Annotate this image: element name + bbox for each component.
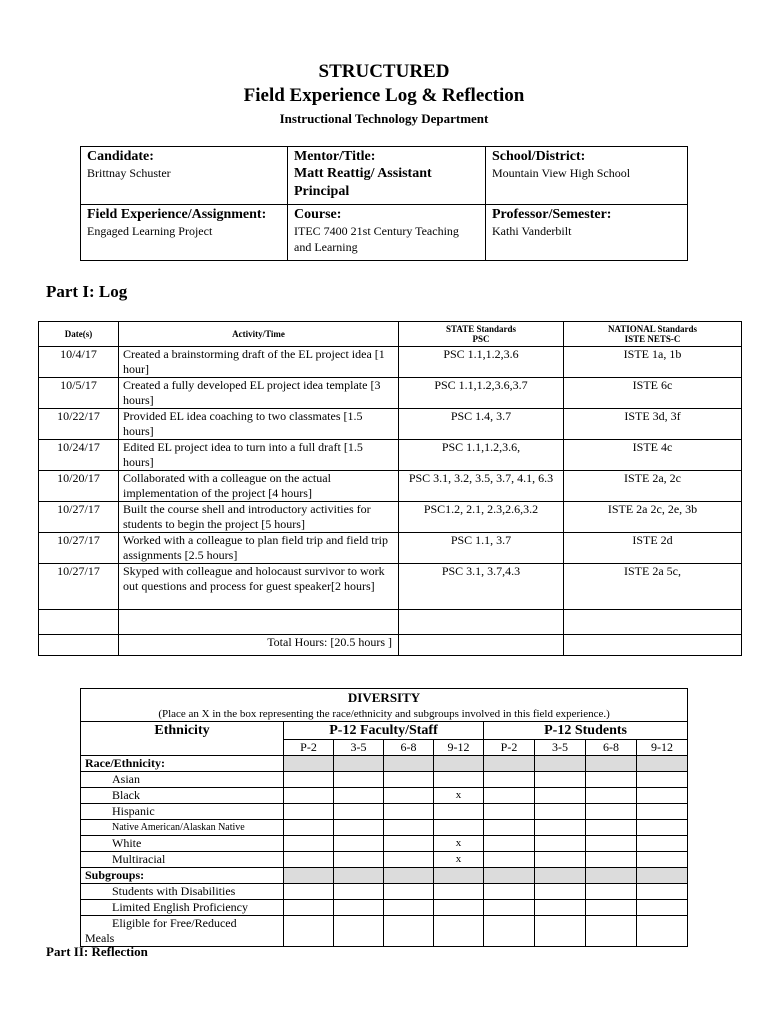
checkbox-cell[interactable] bbox=[586, 820, 637, 836]
log-header-date: Date(s) bbox=[39, 322, 119, 347]
race-label: White bbox=[81, 836, 284, 852]
assignment-value: Engaged Learning Project bbox=[87, 224, 213, 238]
checkbox-cell[interactable] bbox=[637, 820, 688, 836]
total-hours: Total Hours: [20.5 hours ] bbox=[119, 635, 399, 656]
checkbox-cell[interactable] bbox=[586, 852, 637, 868]
log-state: PSC 1.1,1.2,3.6 bbox=[399, 347, 564, 378]
checkbox-cell[interactable] bbox=[334, 916, 384, 947]
checkbox-cell[interactable] bbox=[284, 916, 334, 947]
race-row bbox=[81, 836, 688, 852]
checkbox-cell[interactable] bbox=[384, 804, 434, 820]
checkbox-cell[interactable]: x bbox=[434, 852, 484, 868]
checkbox-cell[interactable] bbox=[484, 788, 535, 804]
checkbox-cell[interactable] bbox=[535, 852, 586, 868]
checkbox-cell[interactable] bbox=[284, 836, 334, 852]
school-cell bbox=[486, 147, 688, 205]
log-activity: Worked with a colleague to plan field trip and field trip assignments [2.5 hours] bbox=[119, 533, 399, 564]
race-label: Asian bbox=[81, 772, 284, 788]
checkbox-cell[interactable] bbox=[637, 788, 688, 804]
school-value: Mountain View High School bbox=[492, 166, 631, 180]
checkbox-cell[interactable] bbox=[384, 852, 434, 868]
checkbox-cell[interactable] bbox=[434, 884, 484, 900]
subgroup-row bbox=[81, 884, 688, 900]
log-state: PSC 1.1,1.2,3.6, bbox=[399, 440, 564, 471]
log-date: 10/22/17 bbox=[39, 409, 119, 440]
table-row bbox=[39, 347, 742, 378]
log-national: ISTE 1a, 1b bbox=[564, 347, 742, 378]
checkbox-cell[interactable] bbox=[535, 900, 586, 916]
log-activity: Edited EL project idea to turn into a full draft [1.5 hours] bbox=[119, 440, 399, 471]
candidate-value: Brittnay Schuster bbox=[87, 166, 171, 180]
faculty-header: P-12 Faculty/Staff bbox=[284, 722, 484, 740]
checkbox-cell[interactable] bbox=[334, 788, 384, 804]
checkbox-cell[interactable] bbox=[484, 772, 535, 788]
log-activity: Built the course shell and introductory activities for students to begin the project [5 hours] bbox=[119, 502, 399, 533]
checkbox-cell[interactable] bbox=[334, 772, 384, 788]
checkbox-cell[interactable] bbox=[284, 852, 334, 868]
checkbox-cell[interactable] bbox=[284, 804, 334, 820]
grade-header: 3-5 bbox=[334, 740, 384, 756]
subgroup-label: Limited English Proficiency bbox=[81, 900, 284, 916]
checkbox-cell[interactable] bbox=[384, 836, 434, 852]
checkbox-cell[interactable] bbox=[637, 852, 688, 868]
checkbox-cell[interactable] bbox=[484, 836, 535, 852]
mentor-value: Matt Reattig/ Assistant Principal bbox=[294, 166, 432, 199]
checkbox-cell[interactable] bbox=[334, 836, 384, 852]
log-activity: Collaborated with a colleague on the actual implementation of the project [4 hours] bbox=[119, 471, 399, 502]
table-row bbox=[39, 440, 742, 471]
log-national: ISTE 2a, 2c bbox=[564, 471, 742, 502]
race-label: Native American/Alaskan Native bbox=[81, 820, 284, 836]
checkbox-cell[interactable]: x bbox=[434, 788, 484, 804]
table-row bbox=[39, 533, 742, 564]
checkbox-cell[interactable] bbox=[434, 804, 484, 820]
table-row bbox=[39, 471, 742, 502]
log-header-state-line1: STATE Standards bbox=[446, 324, 516, 334]
professor-value: Kathi Vanderbilt bbox=[492, 224, 572, 238]
course-cell bbox=[288, 205, 486, 261]
course-value: ITEC 7400 21st Century Teaching and Learning bbox=[294, 224, 459, 254]
log-date: 10/20/17 bbox=[39, 471, 119, 502]
professor-label: Professor/Semester: bbox=[492, 207, 612, 222]
log-date: 10/4/17 bbox=[39, 347, 119, 378]
mentor-cell bbox=[288, 147, 486, 205]
checkbox-cell[interactable] bbox=[434, 900, 484, 916]
diversity-table bbox=[80, 688, 688, 947]
checkbox-cell[interactable] bbox=[637, 884, 688, 900]
log-date: 10/5/17 bbox=[39, 378, 119, 409]
log-table bbox=[38, 321, 742, 656]
checkbox-cell[interactable] bbox=[586, 788, 637, 804]
checkbox-cell[interactable]: x bbox=[434, 836, 484, 852]
checkbox-cell[interactable] bbox=[535, 804, 586, 820]
grade-header: P-2 bbox=[284, 740, 334, 756]
race-row bbox=[81, 852, 688, 868]
checkbox-cell[interactable] bbox=[284, 788, 334, 804]
subgroup-label bbox=[81, 916, 284, 947]
checkbox-cell[interactable] bbox=[535, 884, 586, 900]
grade-header: P-2 bbox=[484, 740, 535, 756]
table-row bbox=[39, 502, 742, 533]
checkbox-cell[interactable] bbox=[484, 916, 535, 947]
log-national: ISTE 3d, 3f bbox=[564, 409, 742, 440]
checkbox-cell[interactable] bbox=[637, 836, 688, 852]
checkbox-cell[interactable] bbox=[484, 820, 535, 836]
department-name: Instructional Technology Department bbox=[279, 111, 489, 126]
course-label: Course: bbox=[294, 207, 342, 222]
checkbox-cell[interactable] bbox=[284, 900, 334, 916]
checkbox-cell[interactable] bbox=[637, 916, 688, 947]
ethnicity-header: Ethnicity bbox=[81, 722, 284, 756]
part2-title: Part II: Reflection bbox=[46, 944, 148, 959]
checkbox-cell[interactable] bbox=[434, 820, 484, 836]
log-header-state-line2: PSC bbox=[472, 334, 490, 344]
checkbox-cell[interactable] bbox=[535, 788, 586, 804]
log-activity: Created a fully developed EL project idea template [3 hours] bbox=[119, 378, 399, 409]
log-header-activity: Activity/Time bbox=[119, 322, 399, 347]
subgroup-label: Students with Disabilities bbox=[81, 884, 284, 900]
log-national: ISTE 2a 5c, bbox=[564, 564, 742, 610]
checkbox-cell[interactable] bbox=[535, 772, 586, 788]
race-ethnicity-label: Race/Ethnicity: bbox=[81, 756, 284, 772]
checkbox-cell[interactable] bbox=[384, 772, 434, 788]
log-date: 10/27/17 bbox=[39, 502, 119, 533]
candidate-label: Candidate: bbox=[87, 149, 154, 164]
grade-header: 6-8 bbox=[586, 740, 637, 756]
checkbox-cell[interactable] bbox=[535, 916, 586, 947]
checkbox-cell[interactable] bbox=[434, 916, 484, 947]
grade-header: 3-5 bbox=[535, 740, 586, 756]
checkbox-cell[interactable] bbox=[334, 900, 384, 916]
checkbox-cell[interactable] bbox=[637, 772, 688, 788]
table-row bbox=[39, 378, 742, 409]
race-label: Multiracial bbox=[81, 852, 284, 868]
checkbox-cell[interactable] bbox=[484, 804, 535, 820]
table-row-total bbox=[39, 635, 742, 656]
checkbox-cell[interactable] bbox=[586, 884, 637, 900]
checkbox-cell[interactable] bbox=[334, 820, 384, 836]
checkbox-cell[interactable] bbox=[586, 772, 637, 788]
log-header-national-line1: NATIONAL Standards bbox=[607, 324, 698, 334]
table-row-blank bbox=[39, 610, 742, 635]
page-subtitle: Field Experience Log & Reflection bbox=[243, 85, 525, 106]
race-row bbox=[81, 804, 688, 820]
log-date: 10/27/17 bbox=[39, 533, 119, 564]
page-title: STRUCTURED bbox=[318, 61, 450, 82]
race-row bbox=[81, 788, 688, 804]
subgroup-label-line1: Eligible for Free/Reduced bbox=[112, 916, 237, 930]
subgroup-row bbox=[81, 916, 688, 947]
checkbox-cell[interactable] bbox=[586, 916, 637, 947]
checkbox-cell[interactable] bbox=[384, 788, 434, 804]
log-national: ISTE 4c bbox=[564, 440, 742, 471]
log-date: 10/27/17 bbox=[39, 564, 119, 610]
subgroup-label-line2: Meals bbox=[85, 931, 115, 945]
candidate-cell bbox=[81, 147, 288, 205]
race-label: Black bbox=[81, 788, 284, 804]
school-label: School/District: bbox=[492, 149, 586, 164]
log-state: PSC 1.4, 3.7 bbox=[399, 409, 564, 440]
grade-header: 6-8 bbox=[384, 740, 434, 756]
checkbox-cell[interactable] bbox=[334, 852, 384, 868]
subgroups-label: Subgroups: bbox=[81, 868, 284, 884]
checkbox-cell[interactable] bbox=[284, 884, 334, 900]
checkbox-cell[interactable] bbox=[484, 900, 535, 916]
race-row bbox=[81, 820, 688, 836]
checkbox-cell[interactable] bbox=[284, 820, 334, 836]
log-national: ISTE 2a 2c, 2e, 3b bbox=[564, 502, 742, 533]
assignment-cell bbox=[81, 205, 288, 261]
assignment-label: Field Experience/Assignment: bbox=[87, 207, 267, 222]
log-header-national bbox=[564, 322, 742, 347]
log-date: 10/24/17 bbox=[39, 440, 119, 471]
log-header-national-line2: ISTE NETS-C bbox=[624, 334, 681, 344]
checkbox-cell[interactable] bbox=[434, 772, 484, 788]
page-header bbox=[0, 60, 768, 128]
checkbox-cell[interactable] bbox=[484, 884, 535, 900]
checkbox-cell[interactable] bbox=[384, 900, 434, 916]
checkbox-cell[interactable] bbox=[384, 884, 434, 900]
candidate-info-table bbox=[80, 146, 688, 261]
diversity-instructions: (Place an X in the box representing the race/ethnicity and subgroups involved in this field experience.) bbox=[81, 706, 688, 722]
checkbox-cell[interactable] bbox=[586, 804, 637, 820]
log-state: PSC 3.1, 3.2, 3.5, 3.7, 4.1, 6.3 bbox=[399, 471, 564, 502]
checkbox-cell[interactable] bbox=[535, 820, 586, 836]
part1-title: Part I: Log bbox=[46, 282, 128, 301]
log-activity: Skyped with colleague and holocaust survivor to work out questions and process for guest speaker[2 hours] bbox=[119, 564, 399, 610]
mentor-label: Mentor/Title: bbox=[294, 149, 376, 164]
subgroup-row bbox=[81, 900, 688, 916]
checkbox-cell[interactable] bbox=[637, 900, 688, 916]
log-national: ISTE 2d bbox=[564, 533, 742, 564]
checkbox-cell[interactable] bbox=[334, 884, 384, 900]
checkbox-cell[interactable] bbox=[637, 804, 688, 820]
checkbox-cell[interactable] bbox=[384, 916, 434, 947]
checkbox-cell[interactable] bbox=[334, 804, 384, 820]
professor-cell bbox=[486, 205, 688, 261]
race-row bbox=[81, 772, 688, 788]
grade-header: 9-12 bbox=[637, 740, 688, 756]
log-state: PSC1.2, 2.1, 2.3,2.6,3.2 bbox=[399, 502, 564, 533]
checkbox-cell[interactable] bbox=[384, 820, 434, 836]
race-label: Hispanic bbox=[81, 804, 284, 820]
log-state: PSC 1.1, 3.7 bbox=[399, 533, 564, 564]
checkbox-cell[interactable] bbox=[586, 836, 637, 852]
log-state: PSC 3.1, 3.7,4.3 bbox=[399, 564, 564, 610]
checkbox-cell[interactable] bbox=[484, 852, 535, 868]
log-activity: Created a brainstorming draft of the EL project idea [1 hour] bbox=[119, 347, 399, 378]
students-header: P-12 Students bbox=[484, 722, 688, 740]
checkbox-cell[interactable] bbox=[586, 900, 637, 916]
grade-header: 9-12 bbox=[434, 740, 484, 756]
log-state: PSC 1.1,1.2,3.6,3.7 bbox=[399, 378, 564, 409]
log-header-state bbox=[399, 322, 564, 347]
log-activity: Provided EL idea coaching to two classmates [1.5 hours] bbox=[119, 409, 399, 440]
log-national: ISTE 6c bbox=[564, 378, 742, 409]
table-row bbox=[39, 564, 742, 610]
table-row bbox=[39, 409, 742, 440]
diversity-title: DIVERSITY bbox=[81, 689, 688, 707]
checkbox-cell[interactable] bbox=[284, 772, 334, 788]
checkbox-cell[interactable] bbox=[535, 836, 586, 852]
